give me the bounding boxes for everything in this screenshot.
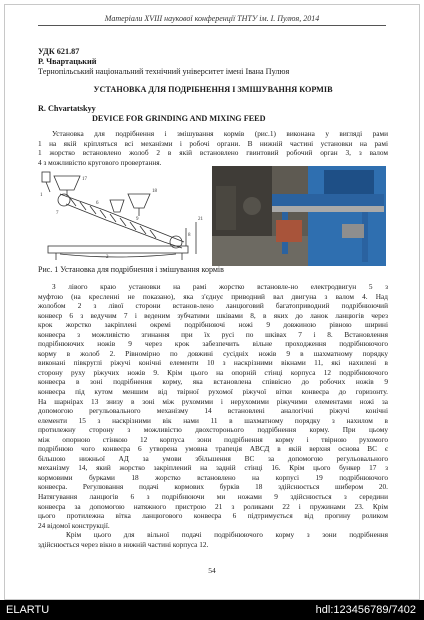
body-line: крок жорстко закріплені окремі подрібнюючі ножі 9 довжиною рівною ширині <box>38 320 388 330</box>
body-line: елементи 15 з наскрізними вік нами 11 в шахматному порядку з нахилом в <box>38 415 388 425</box>
body-line: подрібнюючих ножів 9 через крок забезпечить вільне проходження подрібнюючого <box>38 339 388 349</box>
body-line: Крім цього для вільної подачі подрібнюючого корму з зони подрібнення <box>66 530 388 540</box>
page-number: 54 <box>208 566 216 575</box>
handle-link[interactable]: hdl:123456789/7402 <box>315 604 416 616</box>
body-line: корму в жолоб 2. Рівномірно по довжині сусідніх ножів 9 в шахматному порядку <box>38 348 388 358</box>
running-header: Матеріали XVIII наукової конференції ТНТУ ім. І. Пулюя, 2014 <box>104 14 320 23</box>
figure-caption: Рис. 1 Установка для подрібнення і змішування кормів <box>38 265 224 274</box>
body-line: Натягування ланцюгів 6 з подрібнюючи ми ножами 9 здійснюється з середини <box>38 492 388 502</box>
body-line: конвеєра під кутом меншим від твірної рухомої ріжучої вітки конвеєра до горизонту. <box>38 387 388 397</box>
svg-text:2: 2 <box>106 255 109 260</box>
svg-text:9: 9 <box>136 217 139 222</box>
intro-line: 1 жорстко встановлено жолоб 2 в якій встановлено гвинтовий робочий орган 3, з валом <box>38 148 388 158</box>
body-line: допомогою регульовального механізму 14 встановлені аналогічні ріжучі конічні <box>38 406 388 416</box>
body-line: муфтою (на кресленні не показано), яка з'єднує приводний вал двигуна з валом 4. Над <box>38 291 388 301</box>
body-line: сторону руху ріжучих ножів 9. Крім цього на опорній стінці корпуса 12 подрібнюючого <box>38 367 388 377</box>
viewer-footer-bar <box>0 600 424 620</box>
body-line: жолобом 2 з лівої сторони встанов-лено ланцюговий багатоприводний подрібнюючий <box>38 301 388 311</box>
body-line: більшою нижньої АД за умови збільшення ВС за допомогою регульовального <box>38 453 388 463</box>
body-line: конвеєра в зоні подрібнення корму, яка встановлена співвісно до робочих ножів 9 <box>38 377 388 387</box>
udk-code: УДК 621.87 <box>38 47 80 56</box>
body-line: конвеєра. Регулювання подачі кормових бурків 18 здійснюється шибером 20. <box>38 482 388 492</box>
main-paragraph <box>38 282 388 549</box>
intro-paragraph <box>38 129 388 167</box>
body-line: цього протилежна вітка ланцюгового конвеєра 6 підтримується від прогину роликом <box>38 511 388 521</box>
body-line: механізму 14, який жорстко закріплений на задній стінці 16. Крім цього бункер 17 з <box>38 463 388 473</box>
header-rule <box>38 25 386 26</box>
technical-drawing <box>36 170 206 262</box>
repository-label: ELARTU <box>6 604 50 616</box>
svg-text:6: 6 <box>96 201 99 206</box>
body-line: конвеєр 6 з ведучим 7 і веденим зубчатими шківами 8, в яких до ланок ланцюгів через <box>38 310 388 320</box>
body-line: конвеєра за допомогою натяжного пристрою 21 з роликами 22 і пружинами 23. Крім <box>38 501 388 511</box>
svg-text:7: 7 <box>56 211 59 216</box>
intro-line: Установка для подрібнення і змішування кормів (рис.1) виконана у вигляді рами <box>52 129 388 138</box>
affiliation: Тернопільський національний технічний університет імені Івана Пулюя <box>38 67 290 76</box>
svg-text:17: 17 <box>82 177 87 182</box>
svg-text:8: 8 <box>188 233 191 238</box>
intro-line: 1 на якій кріпляться всі механізми і робочі органи. В нижній частині установки на рамі <box>38 138 388 148</box>
body-line: конвеєра з можливістю згинання при їх русі по шківах 7 і 8. Встановлення <box>38 329 388 339</box>
svg-text:1: 1 <box>40 193 43 198</box>
author-ua: Р. Чвартацький <box>38 57 97 66</box>
author-en: R. Chvartatskyy <box>38 104 96 113</box>
body-line: подрібнюю чого конвеєра 6 утворена умовна трапеція АВСД в якій верхня основа ВС є <box>38 444 388 454</box>
title-ua: УСТАНОВКА ДЛЯ ПОДРІБНЕННЯ І ЗМІШУВАННЯ КОРМІВ <box>93 85 333 94</box>
body-line: здійснюється через вікно в нижній частині корпуса 12. <box>38 539 209 549</box>
title-en: DEVICE FOR GRINDING AND MIXING FEED <box>92 114 266 123</box>
body-line: На шарнірах 13 знизу в зоні між рухомими і нерухомими ріжучими елементами ножі за <box>38 396 388 406</box>
intro-line: 4 з можливістю кругового провертання. <box>38 157 162 167</box>
device-photo <box>212 166 386 266</box>
body-line: кормовими бурками 18 жорстко встановлено на корпусі 19 подрібнюючого <box>38 472 388 482</box>
body-line: протилежну сторону з можливістю двохсторонього подрібнення корму. При цьому <box>38 425 388 435</box>
body-line: виконані півкруглі ріжучі конічні елементи 10 з наскрізними вікнами 11, які нахилені в <box>38 358 388 368</box>
svg-text:18: 18 <box>152 189 157 194</box>
body-line: між опорною стінкою 12 корпуса зони подрібнення корму і твірною рухомого <box>38 434 388 444</box>
body-line: З лівого краю установки на рамі жорстко встановле-но електродвигун 5 з <box>52 282 388 291</box>
svg-text:21: 21 <box>198 217 203 222</box>
body-line: 24 відомої конструкції. <box>38 520 110 530</box>
